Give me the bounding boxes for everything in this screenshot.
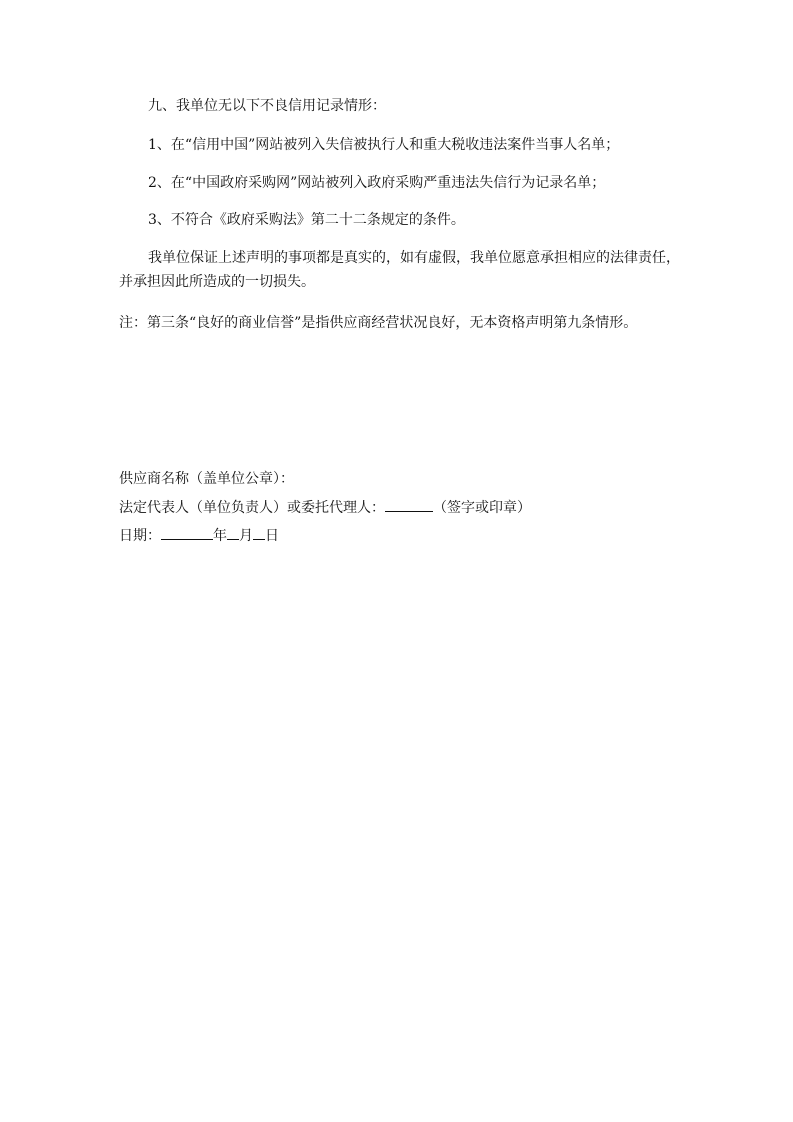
item9-point-1: 1、在“信用中国”网站被列入失信被执行人和重大税收违法案件当事人名单； [148, 137, 620, 153]
day-label: 日 [265, 528, 279, 544]
guarantee-line-2: 并承担因此所造成的一切损失。 [119, 274, 315, 290]
supplier-name-label: 供应商名称（盖单位公章）： [119, 471, 294, 487]
representative-suffix: （签字或印章） [433, 500, 531, 516]
year-label: 年 [213, 528, 227, 544]
note-text: 注：第三条“良好的商业信誉”是指供应商经营状况良好，无本资格声明第九条情形。 [119, 315, 638, 331]
item9-heading: 九、我单位无以下不良信用记录情形： [148, 98, 386, 114]
month-label: 月 [239, 528, 253, 544]
year-blank[interactable] [161, 525, 213, 540]
representative-label: 法定代表人（单位负责人）或委托代理人： [119, 500, 385, 516]
day-blank[interactable] [253, 525, 265, 540]
guarantee-line-1: 我单位保证上述声明的事项都是真实的，如有虚假，我单位愿意承担相应的法律责任， [148, 250, 680, 266]
representative-signature-blank[interactable] [385, 497, 433, 512]
date-label: 日期： [119, 528, 161, 544]
item9-point-2: 2、在“中国政府采购网”网站被列入政府采购严重违法失信行为记录名单； [148, 175, 606, 191]
date-line [119, 525, 279, 546]
item9-point-3: 3、不符合《政府采购法》第二十二条规定的条件。 [148, 212, 465, 228]
month-blank[interactable] [227, 525, 239, 540]
representative-line [119, 497, 531, 518]
